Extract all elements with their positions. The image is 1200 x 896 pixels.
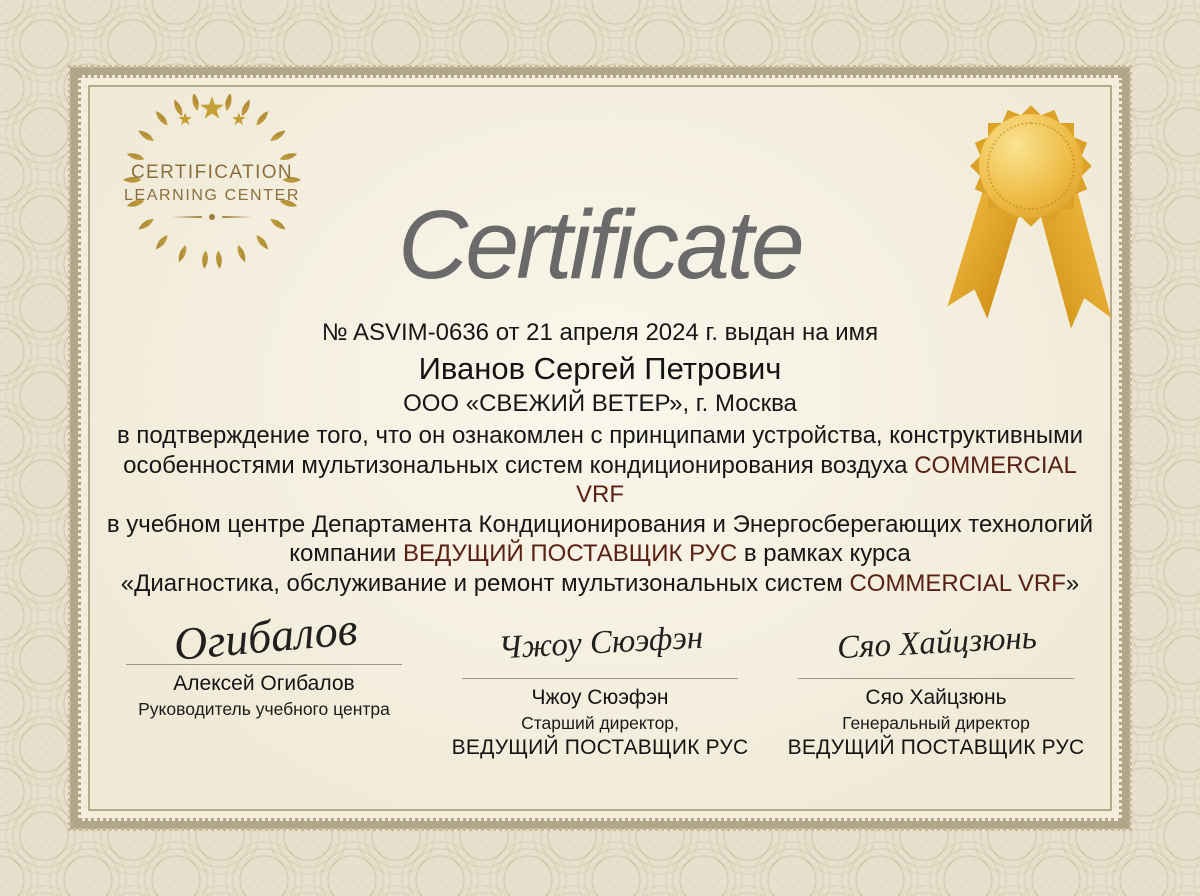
signatory-name-1: Алексей Огибалов	[173, 672, 355, 695]
signatory-name-2: Чжоу Сюэфэн	[531, 686, 669, 709]
body-line-3: в учебном центре Департамента Кондиционирования и Энергосберегающих технологий	[106, 510, 1094, 538]
signature-handwriting-2: Чжоу Сюэфэн	[497, 619, 705, 667]
body-line-2: особенностями мультизональных систем кондиционирования воздуха COMMERCIAL VRF	[123, 451, 1077, 508]
accent-company-name: ВЕДУЩИЙ ПОСТАВЩИК РУС	[402, 540, 738, 567]
three-stars-icon	[178, 96, 245, 125]
signatory-role-1: Руководитель учебного центра	[138, 699, 390, 719]
signature-block-2	[432, 576, 768, 760]
signature-row	[96, 576, 1104, 760]
recipient-name: Иванов Сергей Петрович	[418, 351, 782, 386]
signatory-role-2: Старший директор,	[521, 713, 679, 733]
signatory-role-3: Генеральный директор	[842, 713, 1030, 733]
signatory-company-2: ВЕДУЩИЙ ПОСТАВЩИК РУС	[451, 736, 749, 759]
certificate-number-line: № ASVIM-0636 от 21 апреля 2024 г. выдан на имя	[321, 319, 879, 346]
recipient-company: ООО «СВЕЖИЙ ВЕТЕР», г. Москва	[403, 390, 797, 417]
accent-commercial-vrf: COMMERCIAL VRF	[576, 451, 1077, 508]
signatory-name-3: Сяо Хайцзюнь	[865, 686, 1007, 709]
signature-handwriting-1: Огибалов	[171, 603, 360, 670]
certificate-body	[100, 421, 1100, 598]
body-line-4: компании ВЕДУЩИЙ ПОСТАВЩИК РУС в рамках курса	[289, 540, 911, 567]
certificate-title: Certificate	[398, 190, 802, 299]
signature-block-3	[768, 576, 1104, 760]
logo-line1: CERTIFICATION	[130, 162, 294, 183]
accent-commercial-vrf-2: COMMERCIAL VRF	[849, 569, 1066, 597]
signature-handwriting-3: Сяо Хайцзюнь	[836, 619, 1038, 667]
body-line-5: «Диагностика, обслуживание и ремонт мультизональных систем COMMERCIAL VRF»	[120, 569, 1080, 597]
body-line-1: в подтверждение того, что он ознакомлен с принципами устройства, конструктивными	[116, 422, 1084, 449]
signatory-company-3: ВЕДУЩИЙ ПОСТАВЩИК РУС	[787, 736, 1085, 759]
signature-block-1	[96, 576, 432, 760]
logo-line2: LEARNING CENTER	[123, 187, 301, 204]
